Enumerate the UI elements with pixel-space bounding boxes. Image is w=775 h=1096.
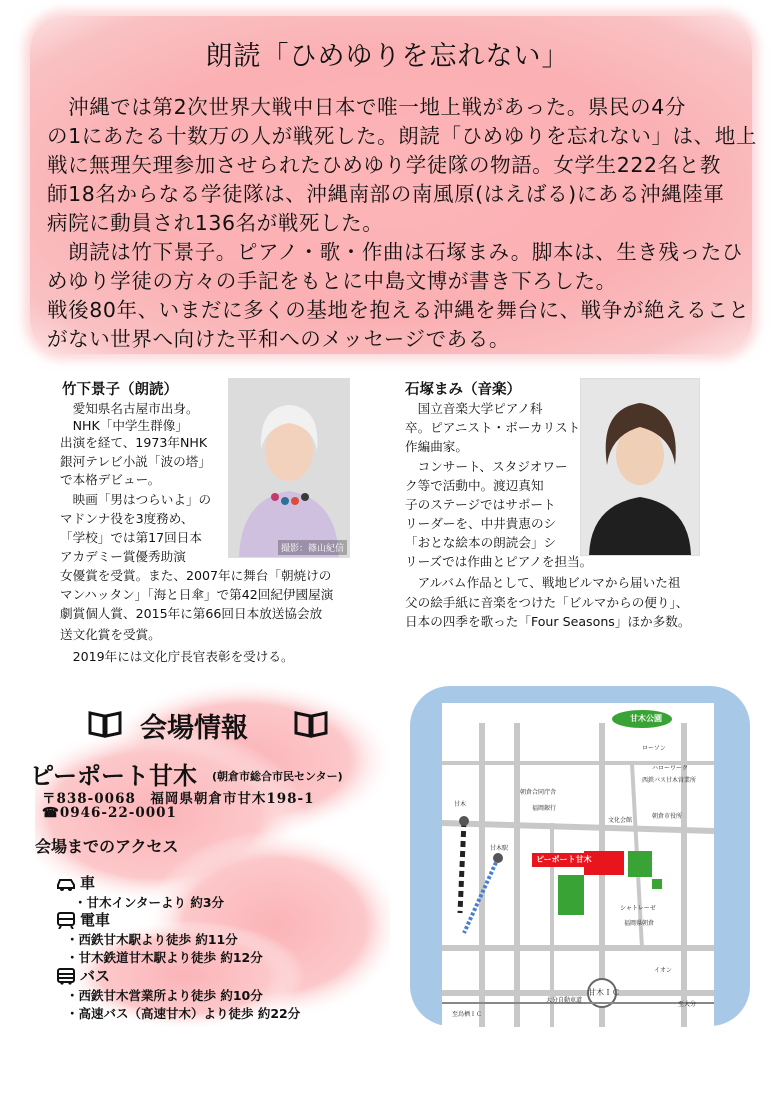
map-park-label: 甘木公園 [630, 714, 662, 723]
intro-line: の1にあたる十数万の人が戦死した。朗読「ひめゆりを忘れない」は、地上 [47, 124, 757, 148]
profile2-text: 父の絵手紙に音楽をつけた「ビルマからの便り」、 [405, 595, 689, 610]
profile2-text: 「おとな絵本の朗読会」シ [405, 535, 557, 550]
intro-line: 師18名からなる学徒隊は、沖縄南部の南風原(はえばる)にある沖縄陸軍 [47, 182, 725, 206]
profile1-text: 出演を経て、1973年NHK [60, 435, 208, 450]
profile1-text: 2019年には文化庁長官表彰を受ける。 [60, 649, 294, 664]
mode-train-label: 電車 [80, 911, 111, 929]
profile1-text: 映画「男はつらいよ」の [60, 492, 212, 507]
profile1-name: 竹下景子（朗読） [62, 382, 178, 398]
venue-address: 〒838-0068 福岡県朝倉市甘木198-1 [42, 791, 315, 807]
map-place: ハローワーク [652, 765, 689, 772]
access-heading: 会場までのアクセス [35, 837, 179, 856]
profile2-photo [580, 378, 700, 556]
profile2-text: 作編曲家。 [405, 439, 468, 454]
profile2-text: リーズでは作曲とピアノを担当。 [405, 554, 593, 569]
profile1-text: 「学校」では第17回日本 [60, 530, 202, 545]
map-drawing [442, 703, 714, 1027]
map-place: 福岡県朝倉 [624, 920, 655, 927]
venue-name: ピーポート甘木 [30, 761, 198, 790]
profile2-text: 国立音楽大学ピアノ科 [405, 401, 543, 416]
profile1-text: 送文化賞を受賞。 [60, 627, 161, 642]
profile1-text: NHK「中学生群像」 [60, 418, 188, 433]
car-icon [56, 877, 76, 891]
profile2-text: 日本の四季を歌った「Four Seasons」ほか多数。 [405, 614, 691, 629]
map-place: 甘木駅 [490, 845, 509, 852]
map-place: 朝倉市役所 [652, 813, 683, 820]
route-item: ・西鉄甘木駅より徒歩 約11分 [66, 932, 238, 947]
profile2-name: 石塚まみ（音楽） [405, 382, 521, 398]
profile1-text: 愛知県名古屋市出身。 [60, 401, 199, 416]
profile2-text: コンサート、スタジオワー [405, 459, 568, 474]
mode-bus-label: バス [80, 967, 111, 985]
photo-caption: 撮影：篠山紀信 [278, 540, 347, 555]
intro-line: がない世界へ向けた平和へのメッセージである。 [47, 327, 510, 351]
map-place: イオン [654, 967, 672, 974]
profile2-text: ク等で活動中。渡辺真知 [405, 478, 544, 493]
map-place: 甘木 [454, 801, 467, 808]
route-item: ・甘木鉄道甘木駅より徒歩 約12分 [66, 950, 263, 965]
access-map[interactable] [442, 703, 714, 1027]
profile1-text: 女優賞を受賞。また、2007年に舞台「朝焼けの [60, 568, 332, 583]
profile2-text: リーダーを、中井貴恵のシ [405, 516, 557, 531]
venue-phone: ☎0946-22-0001 [42, 805, 177, 821]
book-icon [88, 710, 122, 738]
intro-line: 病院に動員され136名が戦死した。 [47, 211, 384, 235]
route-item: ・高速バス（高速甘木）より徒歩 約22分 [66, 1006, 301, 1021]
profile1-text: マドンナ役を3度務め、 [60, 511, 194, 526]
intro-line: 戦後80年、いまだに多くの基地を抱える沖縄を舞台に、戦争が絶えること [47, 298, 750, 322]
map-exit-label: 至鳥栖ＩＣ [452, 1011, 483, 1018]
venue-heading [88, 706, 338, 742]
profile2-text: アルバム作品として、戦地ビルマから届いた祖 [405, 575, 681, 590]
parking-marker [628, 851, 652, 877]
intro-line: 沖縄では第2次世界大戦中日本で唯一地上戦があった。県民の4分 [47, 95, 686, 119]
intro-title: 朗読「ひめゆりを忘れない」 [205, 41, 570, 72]
book-icon [294, 710, 328, 738]
profile1-text: アカデミー賞優秀助演 [60, 549, 186, 564]
profile1-photo [228, 378, 350, 558]
map-ic-label: 甘木ＩＣ [588, 988, 620, 997]
intro-line: めゆり学徒の方々の手記をもとに中島文博が書き下ろした。 [47, 269, 617, 293]
route-item: ・西鉄甘木営業所より徒歩 約10分 [66, 988, 263, 1003]
venue-heading-text: 会場情報 [140, 713, 248, 744]
profile2-text: 子のステージではサポート [405, 497, 556, 512]
intro-line: 朗読は竹下景子。ピアノ・歌・作曲は石塚まみ。脚本は、生き残ったひ [47, 240, 743, 264]
profile1-text: で本格デビュー。 [60, 472, 161, 487]
profile1-text: 銀河テレビ小説「波の塔」 [60, 454, 211, 469]
map-exit-label: 至大分 [678, 1001, 697, 1008]
map-place: ローソン [642, 745, 666, 752]
map-place: 朝倉合同庁舎 [520, 789, 557, 796]
profile2-text: 卒。ピアニスト・ボーカリスト [405, 420, 581, 435]
mode-car-label: 車 [80, 874, 96, 892]
profile1-text: マンハッタン」「海と日傘」で第42回紀伊國屋演 [60, 587, 334, 602]
train-icon [56, 912, 76, 929]
parking-marker [558, 875, 584, 915]
profile1-text: 劇賞個人賞、2015年に第66回日本放送協会放 [60, 606, 323, 621]
map-expressway-label: 大分自動車道 [546, 997, 583, 1004]
intro-line: 戦に無理矢理参加させられたひめゆり学徒隊の物語。女学生222名と教 [47, 153, 721, 177]
map-place: 西鉄バス甘木営業所 [642, 777, 697, 784]
bus-icon [56, 968, 76, 985]
map-place: 福岡銀行 [532, 805, 557, 812]
route-item: ・甘木インターより 約3分 [74, 895, 225, 910]
map-venue-label: ピーポート甘木 [536, 855, 592, 864]
venue-name-sub: (朝倉市総合市民センター) [212, 770, 343, 783]
map-place: 文化会館 [608, 817, 633, 824]
map-place: シャトレーゼ [620, 905, 656, 912]
